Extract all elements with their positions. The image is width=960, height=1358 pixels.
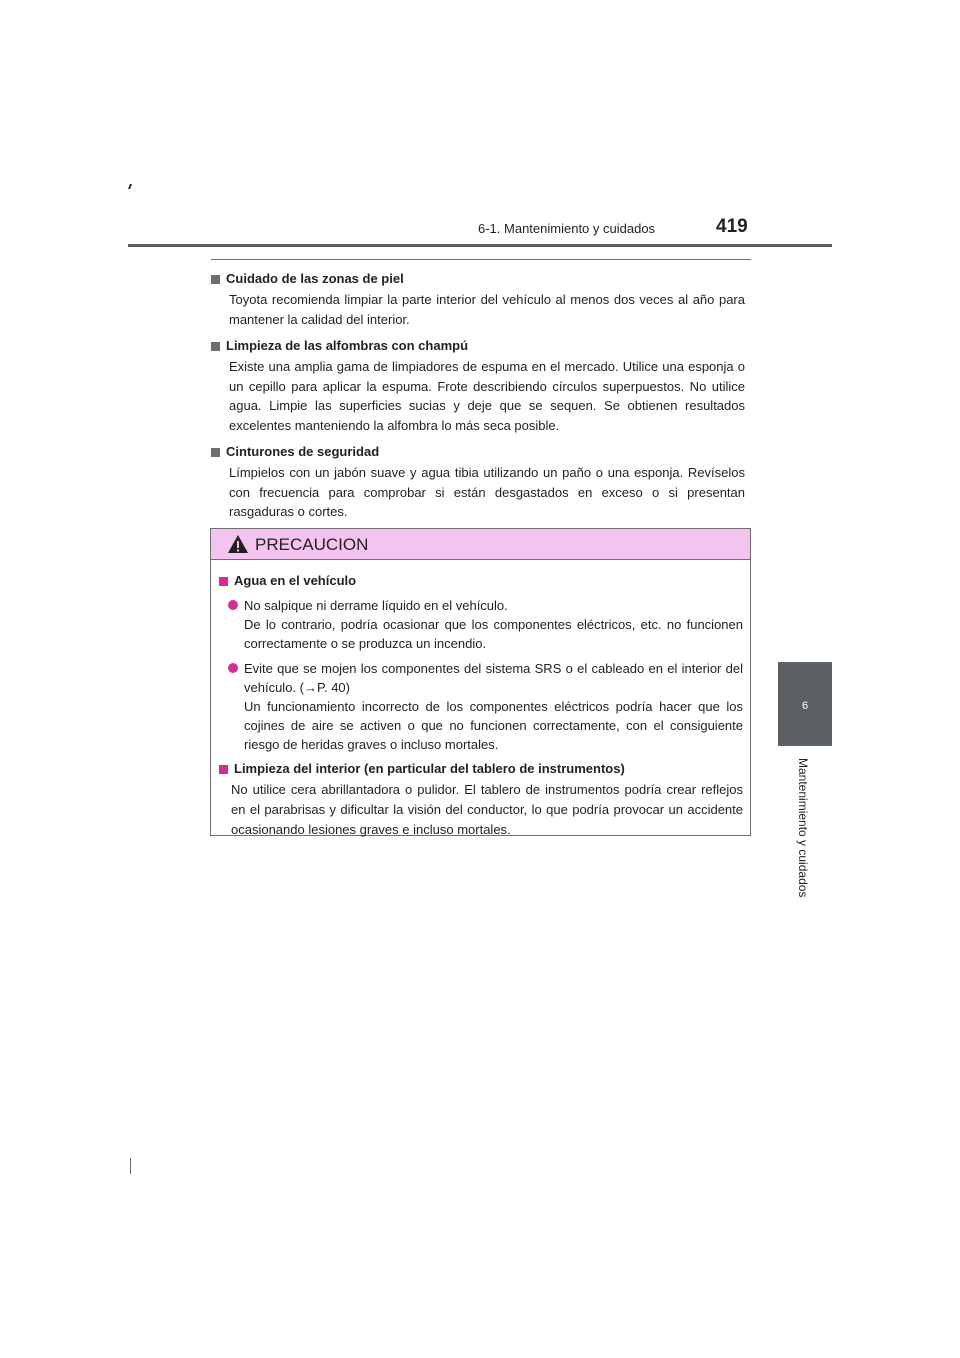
caution-section-water (219, 572, 743, 754)
circle-bullet-icon (228, 600, 238, 610)
caution-paragraph: No utilice cera abrillantadora o pulidor. El tablero de instrumentos podría crear reflejos en el parabrisas y dificultar la visión del conductor, lo que podría provocar un accidente ocasionando lesiones graves e incluso mortales. (231, 782, 743, 837)
section-seat-belts (211, 443, 745, 522)
print-mark (128, 184, 132, 189)
caution-title: PRECAUCION (255, 535, 369, 554)
page-number: 419 (716, 216, 748, 237)
warning-triangle-icon (227, 534, 249, 554)
caution-box (210, 528, 751, 836)
square-bullet-icon (219, 577, 228, 586)
circle-bullet-icon (228, 663, 238, 673)
caution-section-interior (219, 760, 743, 840)
bullet-line: De lo contrario, podría ocasionar que los componentes eléctricos, etc. no funcionen correctamente o se produzca un incendio. (244, 617, 743, 651)
section-carpet-shampoo (211, 337, 745, 435)
square-bullet-icon (211, 275, 220, 284)
square-bullet-icon (219, 765, 228, 774)
section-body: Existe una amplia gama de limpiadores de espuma en el mercado. Utilice una esponja o un cepillo para aplicar la espuma. Frote describiendo círculos superpuestos. No utilice agua. Limpie las superficies sucias y deje que se sequen. Se obtienen resultados excelentes manteniendo la alfombra lo más seca posible. (229, 359, 745, 433)
bullet-line: Un funcionamiento incorrecto de los componentes eléctricos podría hacer que los cojines de aire se activen o que no funcionen correctamente, con el consiguiente riesgo de heridas graves o incluso mortales. (244, 699, 743, 752)
caution-body (211, 560, 750, 840)
print-mark (130, 1158, 131, 1174)
chapter-number: 6 (801, 700, 809, 712)
caution-header (211, 529, 750, 560)
caution-heading: Agua en el vehículo (234, 573, 357, 588)
bullet-line: Evite que se mojen los componentes del sistema SRS o el cableado en el interior del vehículo. (→P. 40) (244, 661, 743, 695)
main-content (211, 270, 745, 530)
bullet-line: No salpique ni derrame líquido en el vehículo. (244, 598, 508, 613)
section-body: Toyota recomienda limpiar la parte interior del vehículo al menos dos veces al año para mantener la calidad del interior. (229, 292, 745, 327)
section-divider (211, 259, 751, 260)
section-heading: Limpieza de las alfombras con champú (226, 338, 469, 353)
section-leather-care (211, 270, 745, 329)
caution-bullet (219, 659, 743, 754)
section-heading: Cuidado de las zonas de piel (226, 271, 404, 286)
square-bullet-icon (211, 342, 220, 351)
square-bullet-icon (211, 448, 220, 457)
header-section-title: 6-1. Mantenimiento y cuidados (478, 221, 656, 236)
caution-heading: Limpieza del interior (en particular del tablero de instrumentos) (234, 761, 625, 776)
chapter-title: Mantenimiento y cuidados (796, 758, 810, 898)
section-heading: Cinturones de seguridad (226, 444, 380, 459)
caution-bullet (219, 596, 743, 653)
header-rule (128, 244, 832, 247)
chapter-tab[interactable] (778, 662, 832, 746)
section-body: Límpielos con un jabón suave y agua tibia utilizando un paño o una esponja. Revíselos con frecuencia para comprobar si están desgastados en exceso o si presentan rasgaduras o cortes. (229, 465, 745, 519)
